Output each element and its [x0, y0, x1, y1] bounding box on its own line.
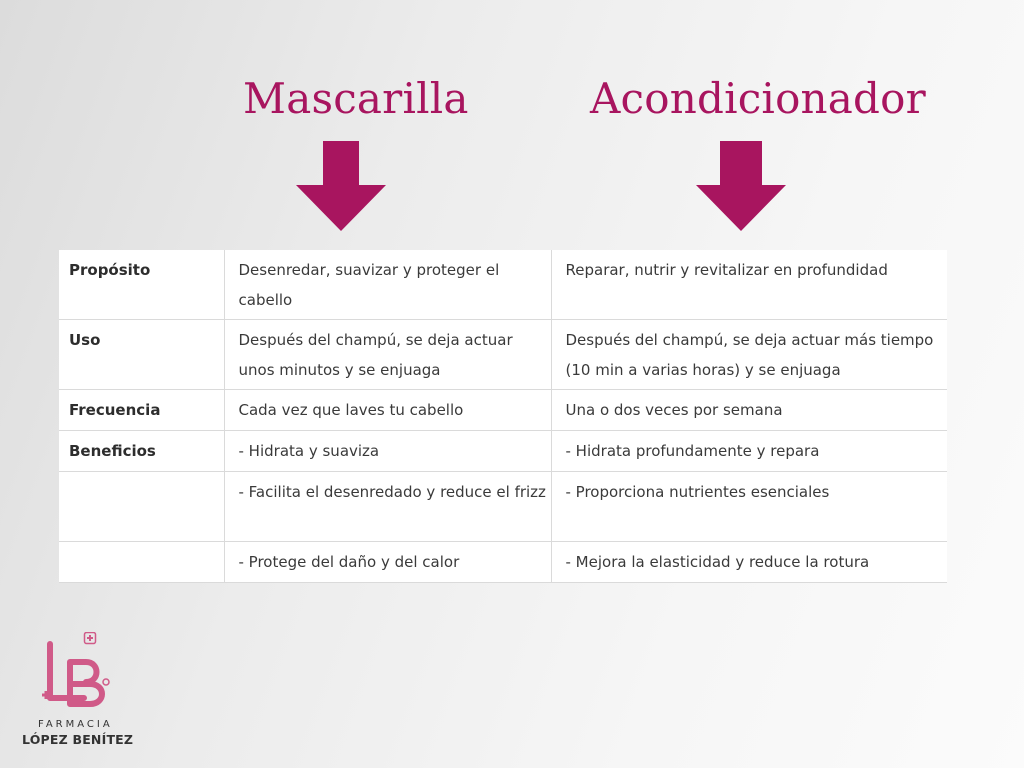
mascarilla-cell: - Facilita el desenredado y reduce el frizz [224, 472, 551, 542]
acondicionador-cell: - Mejora la elasticidad y reduce la rotura [551, 542, 947, 583]
acondicionador-cell: - Hidrata profundamente y repara [551, 431, 947, 472]
table-row [59, 431, 947, 472]
acondicionador-cell: Después del champú, se deja actuar más tiempo (10 min a varias horas) y se enjuaga [551, 320, 947, 390]
table-row [59, 542, 947, 583]
heading-acondicionador: Acondicionador [590, 74, 926, 123]
mascarilla-cell: Desenredar, suavizar y proteger el cabello [224, 250, 551, 320]
row-label [59, 542, 224, 583]
arrow-down-icon [296, 141, 386, 231]
row-label: Frecuencia [59, 390, 224, 431]
mascarilla-cell: Cada vez que laves tu cabello [224, 390, 551, 431]
logo-name: LÓPEZ BENÍTEZ [22, 732, 134, 747]
mascarilla-cell: - Hidrata y suaviza [224, 431, 551, 472]
table-row [59, 250, 947, 320]
heading-mascarilla: Mascarilla [243, 74, 469, 123]
row-label: Beneficios [59, 431, 224, 472]
row-label: Uso [59, 320, 224, 390]
row-label: Propósito [59, 250, 224, 320]
acondicionador-cell: Reparar, nutrir y revitalizar en profundidad [551, 250, 947, 320]
arrow-down-icon [696, 141, 786, 231]
row-label [59, 472, 224, 542]
pharmacy-logo [20, 632, 138, 752]
mascarilla-cell: - Protege del daño y del calor [224, 542, 551, 583]
table-row [59, 320, 947, 390]
acondicionador-cell: - Proporciona nutrientes esenciales [551, 472, 947, 542]
logo-subtitle: FARMACIA [38, 719, 113, 730]
table-row [59, 390, 947, 431]
mascarilla-cell: Después del champú, se deja actuar unos minutos y se enjuaga [224, 320, 551, 390]
acondicionador-cell: Una o dos veces por semana [551, 390, 947, 431]
table-row [59, 472, 947, 542]
lb-monogram-icon [40, 632, 130, 712]
comparison-table [59, 250, 947, 583]
